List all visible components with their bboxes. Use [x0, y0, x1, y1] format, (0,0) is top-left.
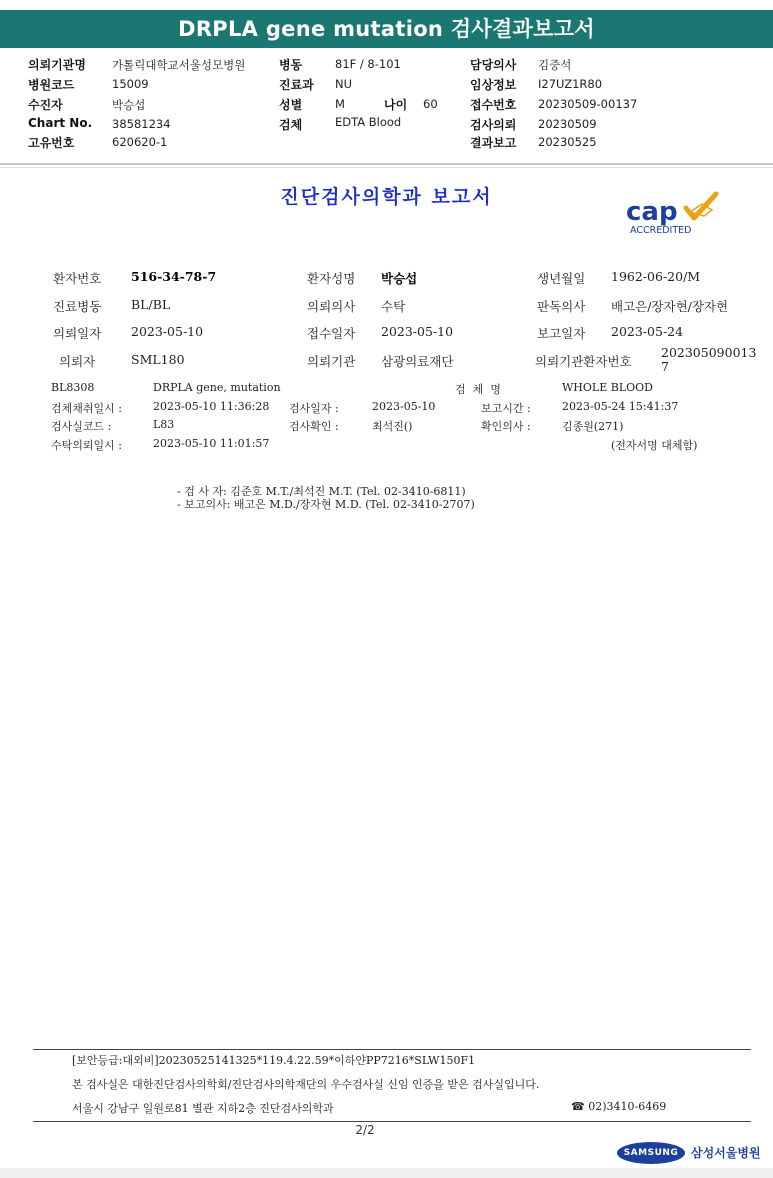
value-requesting-physician: 수탁	[381, 299, 406, 314]
value-hospital-code: 15009	[112, 77, 149, 91]
value-confirming-physician: 김종원(271)	[562, 420, 624, 433]
header-separator	[0, 163, 773, 165]
value-requesting-agency: 삼광의료재단	[381, 354, 454, 369]
label-test-confirmation: 검사확인 :	[289, 420, 339, 433]
value-unique-id: 620620-1	[112, 135, 168, 149]
label-attending-physician: 담당의사	[470, 58, 517, 72]
value-birth-date: 1962-06-20/M	[611, 269, 701, 284]
value-specimen-name: WHOLE BLOOD	[562, 381, 653, 394]
cap-logo-accredited: ACCREDITED	[630, 225, 692, 236]
label-reading-physician: 판독의사	[537, 299, 586, 314]
label-chart-no: Chart No.	[28, 116, 93, 130]
page-bottom-band	[0, 1168, 773, 1178]
value-attending-physician: 김중석	[538, 58, 572, 72]
label-receipt-date: 접수일자	[307, 326, 356, 341]
label-requesting-institution: 의뢰기관명	[28, 58, 86, 72]
label-test-request: 검사의뢰	[470, 118, 517, 132]
value-test-date: 2023-05-10	[372, 400, 436, 413]
label-treatment-ward: 진료병동	[53, 299, 102, 314]
staff-reporting-physician: - 보고의사: 배고은 M.D./장자현 M.D. (Tel. 02-3410-2707)	[177, 498, 475, 511]
value-requester: SML180	[131, 352, 185, 367]
header-separator-shadow	[0, 167, 773, 168]
report-title: 진단검사의학과 보고서	[280, 186, 493, 208]
label-birth-date: 생년월일	[537, 271, 586, 286]
value-report-time: 2023-05-24 15:41:37	[562, 400, 679, 413]
page-number: 2/2	[355, 1123, 375, 1137]
samsung-logo-icon: SAMSUNG	[617, 1142, 685, 1164]
value-agency-patient-number-line1: 202305090013	[661, 345, 757, 360]
value-department: NU	[335, 77, 353, 91]
value-lab-code: L83	[153, 418, 175, 431]
value-sex: M	[335, 97, 345, 111]
label-requesting-agency: 의뢰기관	[307, 354, 356, 369]
value-chart-no: 38581234	[112, 117, 171, 131]
label-request-date: 의뢰일자	[53, 326, 102, 341]
label-ward: 병동	[279, 58, 303, 72]
value-patient: 박승섭	[112, 98, 146, 112]
value-treatment-ward: BL/BL	[131, 297, 171, 312]
label-specimen-name: 검 체 명	[455, 383, 501, 396]
label-requesting-physician: 의뢰의사	[307, 299, 356, 314]
label-sex: 성별	[279, 98, 303, 112]
label-report-date: 보고일자	[537, 326, 586, 341]
value-reading-physician: 배고은/장자현/장자현	[611, 299, 729, 314]
label-test-date: 검사일자 :	[289, 402, 339, 415]
value-clinical-info: I27UZ1R80	[538, 77, 603, 91]
cap-accredited-logo	[624, 190, 734, 238]
label-confirming-physician: 확인의사 :	[481, 420, 531, 433]
label-requester: 의뢰자	[59, 354, 96, 369]
footer-bottom-rule	[33, 1121, 751, 1122]
footer-phone: ☎ 02)3410-6469	[571, 1100, 667, 1113]
value-patient-number: 516-34-78-7	[131, 269, 217, 284]
value-test-confirmation: 최석진()	[372, 420, 413, 433]
label-agency-patient-number: 의뢰기관환자번호	[535, 354, 632, 369]
test-name: DRPLA gene, mutation	[153, 381, 281, 394]
label-patient-name: 환자성명	[307, 271, 356, 286]
label-outsourced-request-time: 수탁의뢰일시 :	[51, 439, 122, 452]
label-department: 진료과	[279, 78, 314, 92]
value-patient-name: 박승섭	[381, 271, 418, 286]
footer-address: 서울시 강남구 일원로81 별관 지하2층 진단검사의학과	[72, 1102, 334, 1115]
value-receipt-number: 20230509-00137	[538, 97, 638, 111]
label-patient: 수진자	[28, 98, 63, 112]
value-collection-time: 2023-05-10 11:36:28	[153, 400, 270, 413]
value-specimen: EDTA Blood	[335, 115, 402, 129]
footer-certification: 본 검사실은 대한진단검사의학회/진단검사의학재단의 우수검사실 신임 인증을 받은 검사실입니다.	[72, 1078, 540, 1091]
label-lab-code: 검사실코드 :	[51, 420, 112, 433]
value-report-date: 2023-05-24	[611, 324, 684, 339]
label-unique-id: 고유번호	[28, 136, 75, 150]
value-outsourced-request-time: 2023-05-10 11:01:57	[153, 437, 270, 450]
label-report-time: 보고시간 :	[481, 402, 531, 415]
label-result-report: 결과보고	[470, 136, 517, 150]
label-receipt-number: 접수번호	[470, 98, 517, 112]
value-ward: 81F / 8-101	[335, 57, 401, 71]
cap-logo-icon	[624, 190, 734, 238]
value-age: 60	[423, 97, 438, 111]
label-hospital-code: 병원코드	[28, 78, 75, 92]
staff-technician: - 검 사 자: 김준호 M.T./최석진 M.T. (Tel. 02-3410-6811)	[177, 485, 466, 498]
label-specimen: 검체	[279, 118, 303, 132]
label-clinical-info: 임상정보	[470, 78, 517, 92]
footer-top-rule	[33, 1049, 751, 1050]
test-code: BL8308	[51, 381, 95, 394]
samsung-hospital-name: 삼성서울병원	[691, 1146, 761, 1160]
value-requesting-institution: 가톨릭대학교서울성모병원	[112, 58, 246, 72]
label-age: 나이	[384, 98, 408, 112]
label-patient-number: 환자번호	[53, 271, 102, 286]
value-result-report: 20230525	[538, 135, 597, 149]
value-test-request: 20230509	[538, 117, 597, 131]
value-receipt-date: 2023-05-10	[381, 324, 454, 339]
footer-security-line: [보안등급:대외비]20230525141325*119.4.22.59*이하얀PP7216*SLW150F1	[72, 1054, 476, 1067]
electronic-signature-note: (전자서명 대체함)	[611, 439, 698, 452]
cap-logo-word: cap	[626, 197, 678, 227]
report-header-title: DRPLA gene mutation 검사결과보고서	[0, 10, 773, 48]
value-agency-patient-number-line2: 7	[661, 359, 669, 374]
label-collection-time: 검체채취일시 :	[51, 402, 122, 415]
value-request-date: 2023-05-10	[131, 324, 204, 339]
